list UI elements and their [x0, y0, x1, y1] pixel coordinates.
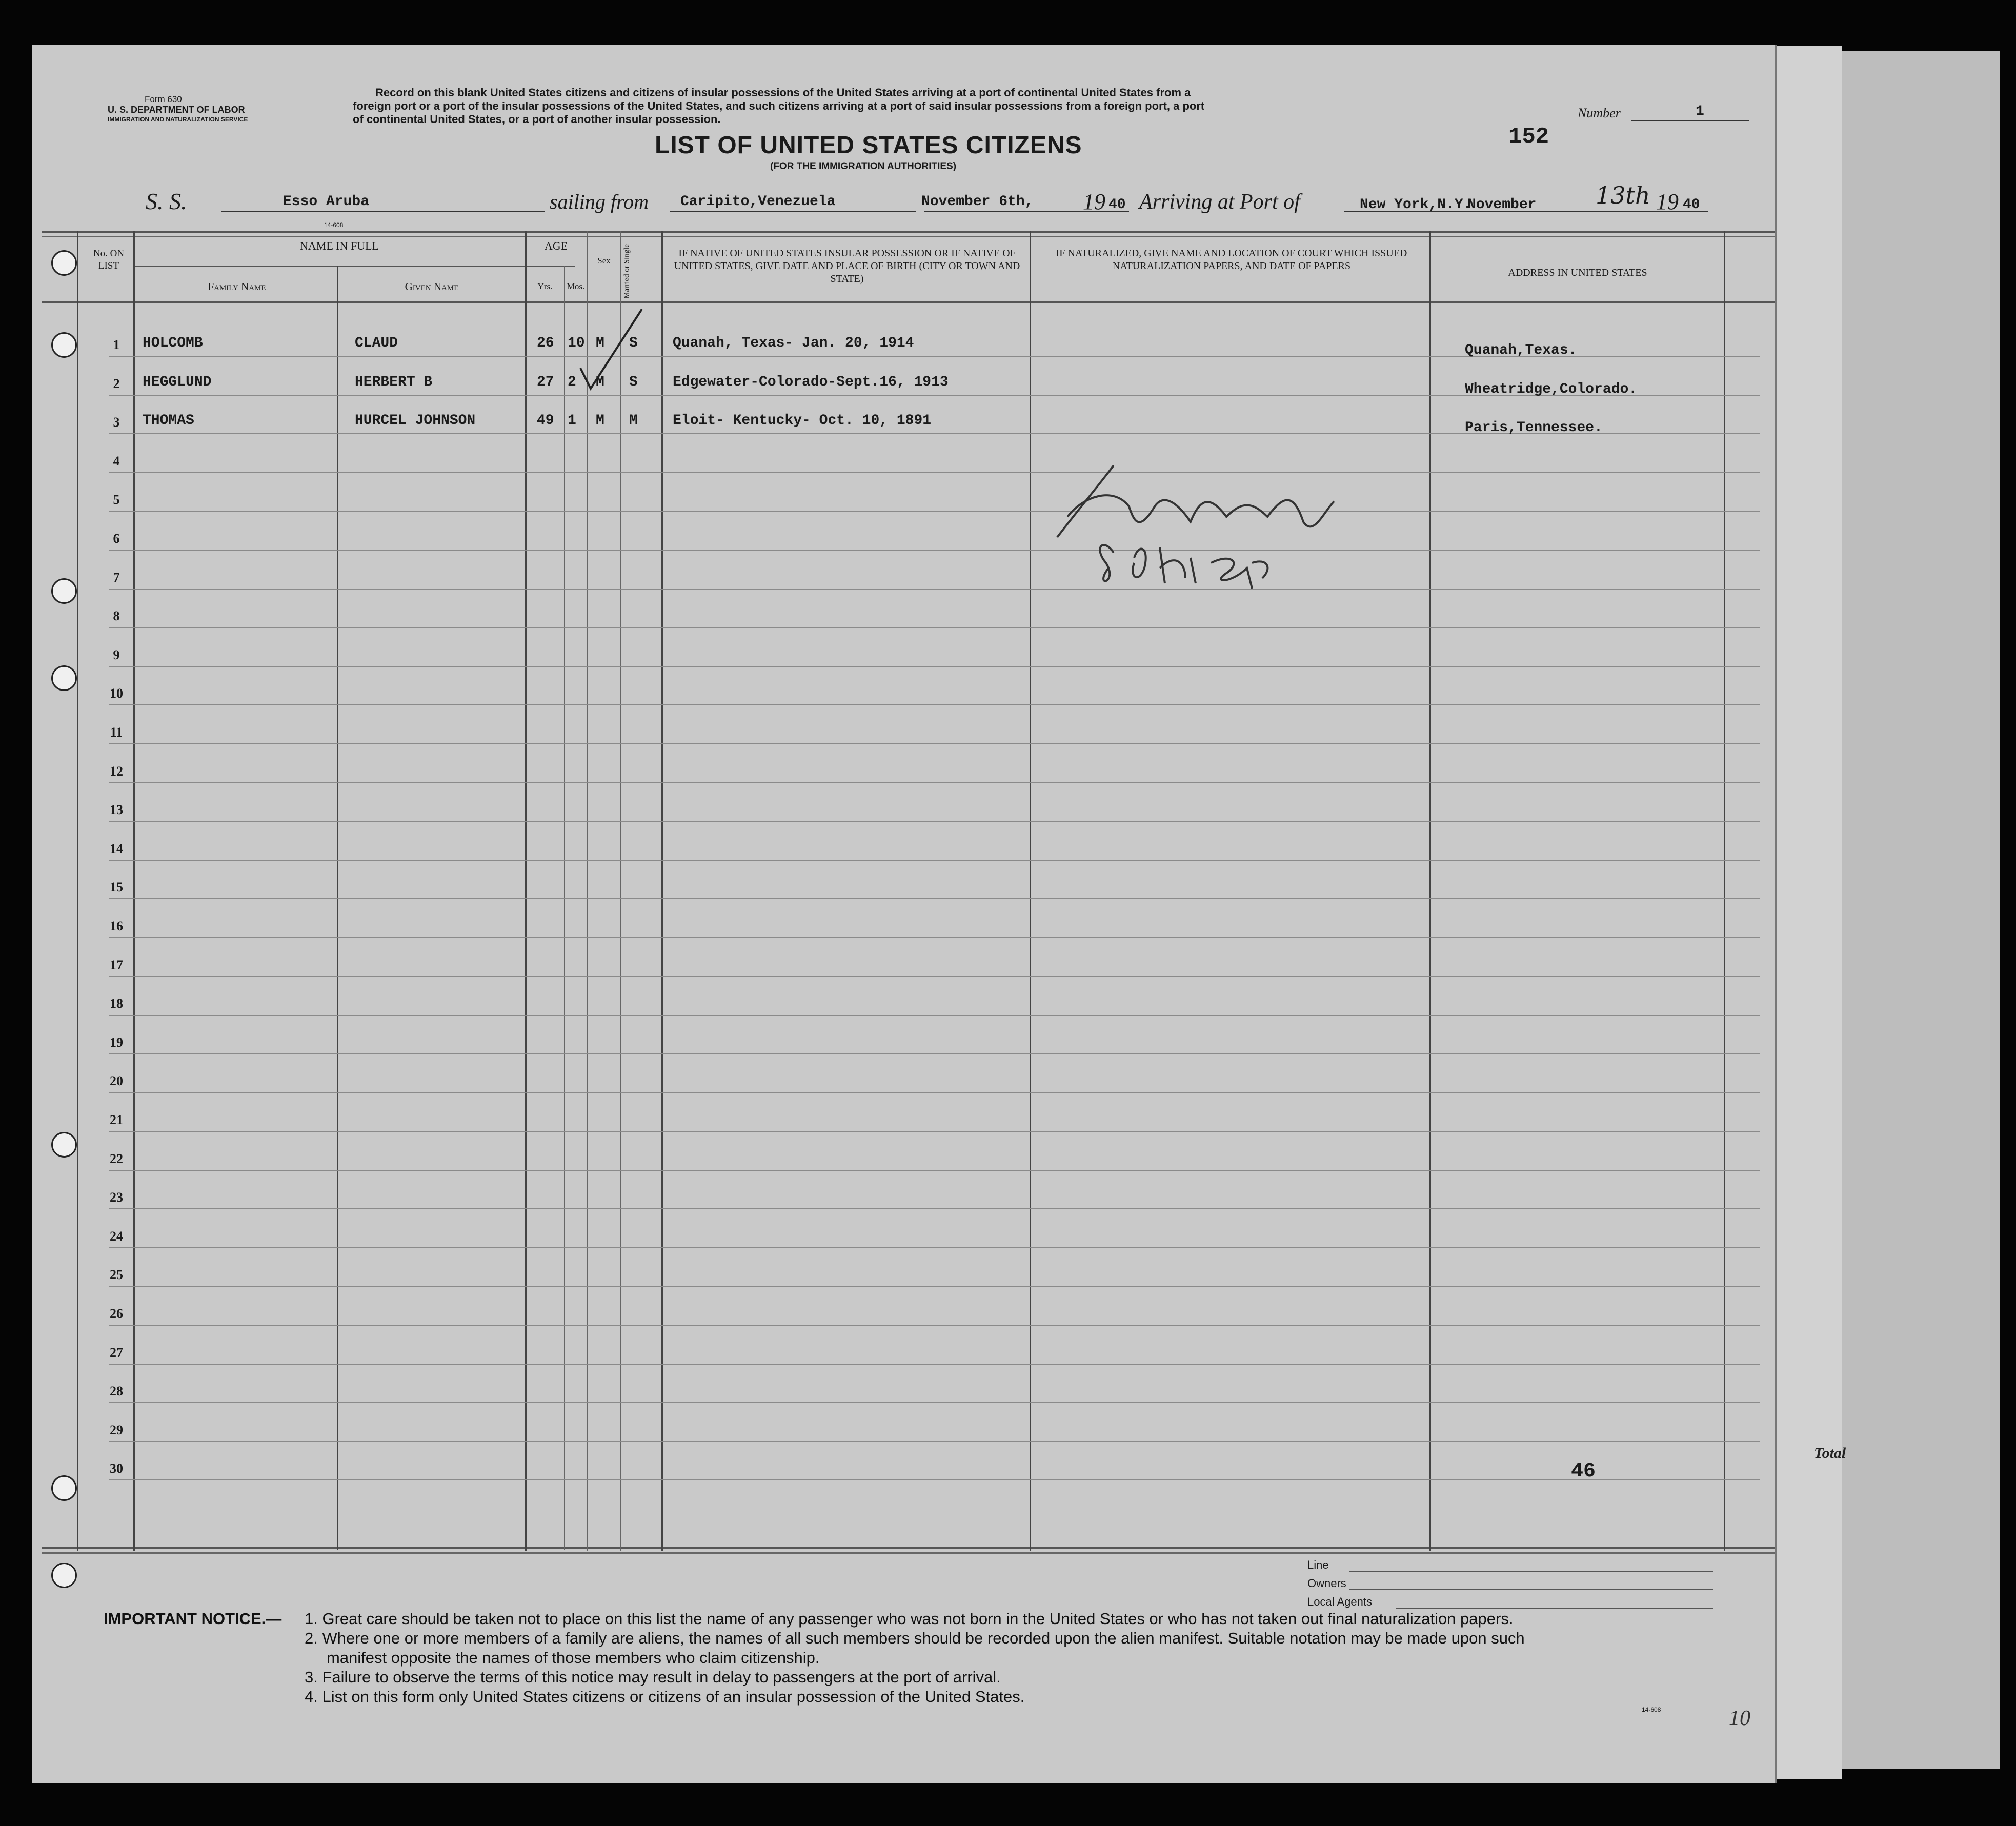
row-number: 17: [110, 957, 123, 972]
row-number: 19: [110, 1034, 123, 1050]
departure-year: 40: [1108, 197, 1126, 213]
row-line: [109, 1208, 1760, 1209]
row-number: 1: [113, 337, 120, 352]
passenger-sex: M: [596, 374, 604, 390]
row-number: 18: [110, 996, 123, 1011]
footer-field-line: [1349, 1571, 1713, 1572]
row-line: [109, 976, 1760, 977]
row-number: 8: [113, 608, 120, 624]
row-number: 15: [110, 880, 123, 895]
manifest-page: [32, 45, 1777, 1783]
row-number: 10: [110, 686, 123, 701]
row-line: [109, 589, 1760, 590]
row-number: 13: [110, 802, 123, 818]
passenger-marital-status: S: [629, 374, 638, 390]
footer-field-label: Owners: [1307, 1577, 1346, 1590]
punch-hole: [51, 1132, 77, 1158]
passenger-birth-info: Edgewater-Colorado-Sept.16, 1913: [673, 374, 949, 390]
row-number: 28: [110, 1384, 123, 1399]
header-name-in-full: NAME IN FULL: [300, 239, 379, 252]
stamp-number: 152: [1508, 124, 1549, 150]
row-number: 29: [110, 1422, 123, 1437]
notice-1: 1. Great care should be taken not to place on this list the name of any passenger who was not born in the United States or who has not taken out final naturalization papers.: [305, 1610, 1514, 1628]
back-sheet: [1825, 51, 2000, 1769]
punch-hole: [51, 1475, 77, 1501]
passenger-family-name: HEGGLUND: [143, 374, 212, 390]
department-name: U. S. DEPARTMENT OF LABOR: [108, 105, 245, 115]
header-married: Married or Single: [622, 244, 631, 299]
form-code: 14-608: [1642, 1706, 1661, 1713]
row-number: 26: [110, 1306, 123, 1321]
passenger-address: Wheatridge,Colorado.: [1465, 381, 1638, 397]
header-address: ADDRESS IN UNITED STATES: [1508, 267, 1647, 278]
row-line: [109, 1286, 1760, 1287]
row-number: 23: [110, 1190, 123, 1205]
row-line: [109, 704, 1760, 705]
row-number: 5: [113, 492, 120, 508]
row-number: 7: [113, 570, 120, 585]
passenger-birth-info: Quanah, Texas- Jan. 20, 1914: [673, 335, 914, 351]
row-line: [109, 743, 1760, 744]
header-birth: IF NATIVE OF UNITED STATES INSULAR POSSESSION OR IF NATIVE OF UNITED STATES, GIVE DATE AND PLACE OF BIRTH (CITY OR TOWN AND STATE): [674, 248, 1020, 285]
punch-hole: [51, 578, 77, 604]
row-line: [109, 1402, 1760, 1403]
punch-hole: [51, 1563, 77, 1588]
sailing-from-label: sailing from: [550, 190, 649, 213]
check-mark: [575, 301, 652, 404]
form-small-code: 14-608: [324, 221, 344, 229]
number-label: Number: [1578, 106, 1621, 120]
footer-field-label: Local Agents: [1307, 1595, 1372, 1608]
passenger-age-months: 2: [568, 374, 576, 390]
row-line: [109, 472, 1760, 473]
row-line: [109, 1247, 1760, 1248]
passenger-age-months: 10: [568, 335, 585, 351]
row-number: 12: [110, 763, 123, 779]
side-total-label: Total: [1814, 1445, 1846, 1462]
header-sex: Sex: [597, 256, 611, 266]
notice-4: 4. List on this form only United States citizens or citizens of an insular possession of the United States.: [305, 1688, 1025, 1706]
row-number: 25: [110, 1267, 123, 1283]
arriving-label: Arriving at Port of: [1139, 190, 1300, 214]
row-number: 20: [110, 1073, 123, 1089]
row-number: 11: [110, 725, 123, 740]
row-number: 24: [110, 1228, 123, 1244]
passenger-family-name: HOLCOMB: [143, 335, 203, 351]
row-number: 3: [113, 415, 120, 430]
passenger-given-name: HURCEL JOHNSON: [355, 413, 476, 429]
row-number: 27: [110, 1345, 123, 1360]
passenger-address: Quanah,Texas.: [1465, 342, 1577, 358]
passenger-age-months: 1: [568, 413, 576, 429]
row-line: [109, 1441, 1760, 1442]
punch-hole: [51, 332, 77, 358]
row-number: 14: [110, 841, 123, 856]
row-number: 2: [113, 376, 120, 391]
row-number: 6: [113, 531, 120, 546]
row-line: [109, 860, 1760, 861]
row-line: [109, 550, 1760, 551]
header-mos: Mos.: [567, 281, 585, 291]
row-line: [109, 1092, 1760, 1093]
row-line: [109, 782, 1760, 783]
row-line: [109, 1325, 1760, 1326]
notice-label: IMPORTANT NOTICE.—: [104, 1610, 282, 1628]
punch-hole: [51, 250, 77, 276]
passenger-age-years: 27: [537, 374, 554, 390]
signature: [1037, 435, 1370, 609]
passenger-marital-status: M: [629, 413, 638, 429]
row-line: [109, 1015, 1760, 1016]
arrival-day: 13th: [1596, 181, 1650, 209]
header-yrs: Yrs.: [537, 281, 553, 291]
arrival-port: New York,N.Y.: [1360, 197, 1472, 213]
header-age: AGE: [544, 239, 568, 252]
header-naturalized: IF NATURALIZED, GIVE NAME AND LOCATION OF COURT WHICH ISSUED NATURALIZATION PAPERS, AND DATE OF PAPERS: [1056, 248, 1407, 272]
departure-port: Caripito,Venezuela: [680, 194, 836, 210]
notice-2: 2. Where one or more members of a family are aliens, the names of all such members should be recorded upon the alien manifest. Suitable notation may be made upon such: [305, 1629, 1525, 1647]
arrival-year-prefix: 19: [1656, 189, 1679, 214]
footer-field-label: Line: [1307, 1558, 1329, 1571]
row-number: 4: [113, 453, 120, 469]
passenger-address: Paris,Tennessee.: [1465, 420, 1603, 436]
passenger-sex: M: [596, 413, 604, 429]
departure-year-prefix: 19: [1083, 189, 1105, 214]
header-given-name: Given Name: [405, 280, 459, 293]
passenger-marital-status: S: [629, 335, 638, 351]
row-line: [109, 1479, 1760, 1480]
service-name: IMMIGRATION AND NATURALIZATION SERVICE: [108, 116, 248, 123]
passenger-sex: M: [596, 335, 604, 351]
passenger-age-years: 26: [537, 335, 554, 351]
row-number: 30: [110, 1461, 123, 1476]
page-title: LIST OF UNITED STATES CITIZENS: [655, 132, 1082, 159]
row-number: 16: [110, 919, 123, 934]
notice-2-cont: manifest opposite the names of those members who claim citizenship.: [327, 1649, 820, 1667]
row-line: [109, 821, 1760, 822]
departure-date: November 6th,: [921, 194, 1034, 210]
record-text-line-3: of continental United States, or a port of another insular possession.: [353, 113, 721, 126]
notice-3: 3. Failure to observe the terms of this notice may result in delay to passengers at the port of arrival.: [305, 1668, 1001, 1686]
bottom-number: 46: [1571, 1460, 1596, 1483]
row-line: [109, 1053, 1760, 1054]
row-number: 9: [113, 647, 120, 662]
punch-hole: [51, 665, 77, 691]
footer-field-line: [1349, 1589, 1713, 1590]
row-line: [109, 666, 1760, 667]
number-value: 1: [1696, 104, 1704, 119]
row-line: [109, 898, 1760, 899]
form-number: Form 630: [145, 94, 182, 104]
record-text-line-2: foreign port or a port of the insular possessions of the United States, and such citizens arriving at a port of said insular possessions from a foreign port, a port: [353, 99, 1205, 112]
passenger-given-name: HERBERT B: [355, 374, 433, 390]
page-mark: 10: [1729, 1707, 1750, 1730]
header-no-on-list: No. ON LIST: [93, 248, 125, 271]
passenger-age-years: 49: [537, 413, 554, 429]
arrival-year: 40: [1683, 197, 1700, 213]
footer-field-line: [1396, 1608, 1713, 1609]
row-line: [109, 1131, 1760, 1132]
ship-name: Esso Aruba: [283, 194, 370, 210]
arrival-month: November: [1467, 197, 1537, 213]
row-line: [109, 511, 1760, 512]
row-number: 21: [110, 1112, 123, 1127]
passenger-given-name: CLAUD: [355, 335, 398, 351]
page-subtitle: (FOR THE IMMIGRATION AUTHORITIES): [770, 161, 957, 172]
row-number: 22: [110, 1151, 123, 1166]
passenger-family-name: THOMAS: [143, 413, 194, 429]
passenger-birth-info: Eloit- Kentucky- Oct. 10, 1891: [673, 413, 932, 429]
row-line: [109, 1170, 1760, 1171]
row-line: [109, 1364, 1760, 1365]
row-line: [109, 937, 1760, 938]
record-text-line-1: Record on this blank United States citizens and citizens of insular possessions of the United States arriving at a port of continental United States from a: [375, 86, 1191, 99]
ss-label: S. S.: [146, 188, 187, 214]
header-family-name: Family Name: [208, 280, 266, 293]
row-line: [109, 627, 1760, 628]
